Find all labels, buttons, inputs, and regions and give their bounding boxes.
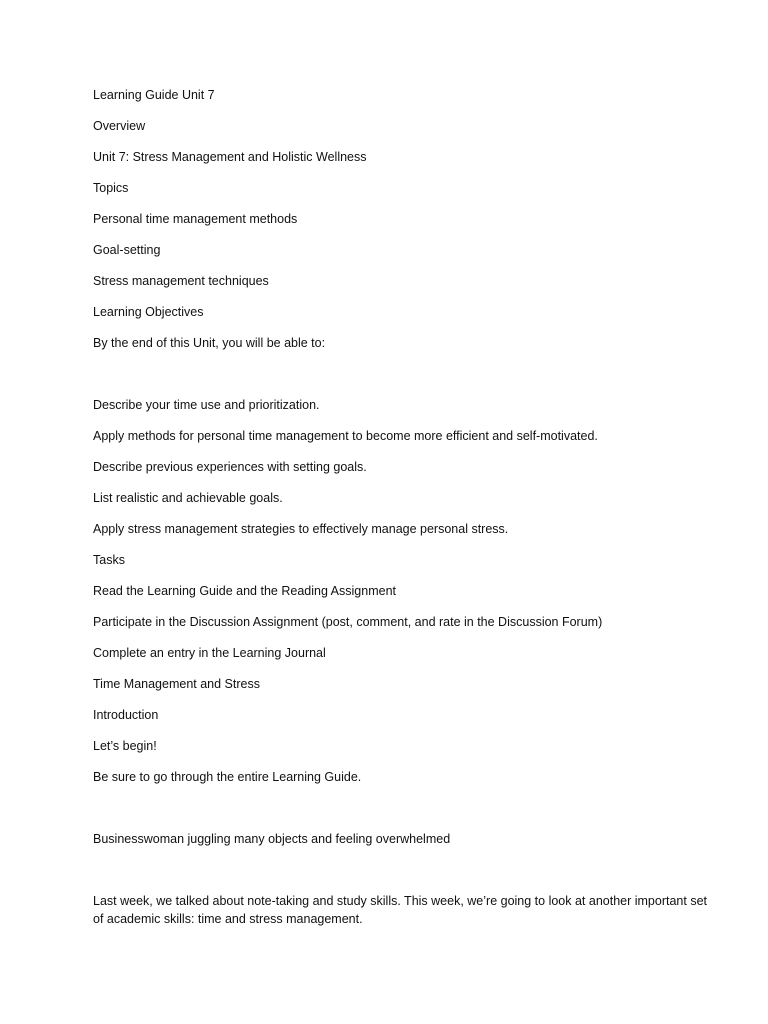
task-item: Participate in the Discussion Assignment (post, comment, and rate in the Discussion Forum) (93, 615, 603, 629)
objective-item: Apply stress management strategies to effectively manage personal stress. (93, 522, 509, 536)
objective-item: Describe your time use and prioritization. (93, 398, 320, 412)
blank-line (93, 365, 713, 383)
objectives-intro: By the end of this Unit, you will be able to: (93, 336, 326, 350)
instruction-text: Be sure to go through the entire Learning Guide. (93, 770, 362, 784)
unit-heading: Unit 7: Stress Management and Holistic Wellness (93, 150, 367, 164)
objective-item: Apply methods for personal time management to become more efficient and self-motivated. (93, 429, 598, 443)
topic-item: Goal-setting (93, 243, 161, 257)
blank-line (93, 799, 713, 817)
topic-item: Personal time management methods (93, 212, 298, 226)
document-title: Learning Guide Unit 7 (93, 88, 215, 102)
overview-heading: Overview (93, 119, 146, 133)
introduction-heading: Introduction (93, 708, 159, 722)
topics-heading: Topics (93, 181, 129, 195)
objective-item: List realistic and achievable goals. (93, 491, 283, 505)
document-body (93, 86, 713, 941)
intro-paragraph: Last week, we talked about note-taking and study skills. This week, we’re going to look at another important set of academic skills: time and stress management. (93, 894, 707, 926)
objective-item: Describe previous experiences with setting goals. (93, 460, 367, 474)
blank-line (93, 861, 713, 879)
task-item: Complete an entry in the Learning Journal (93, 646, 326, 660)
image-caption: Businesswoman juggling many objects and feeling overwhelmed (93, 832, 451, 846)
lets-begin-text: Let’s begin! (93, 739, 157, 753)
section-heading: Time Management and Stress (93, 677, 260, 691)
topic-item: Stress management techniques (93, 274, 269, 288)
tasks-heading: Tasks (93, 553, 125, 567)
objectives-heading: Learning Objectives (93, 305, 204, 319)
task-item: Read the Learning Guide and the Reading Assignment (93, 584, 396, 598)
